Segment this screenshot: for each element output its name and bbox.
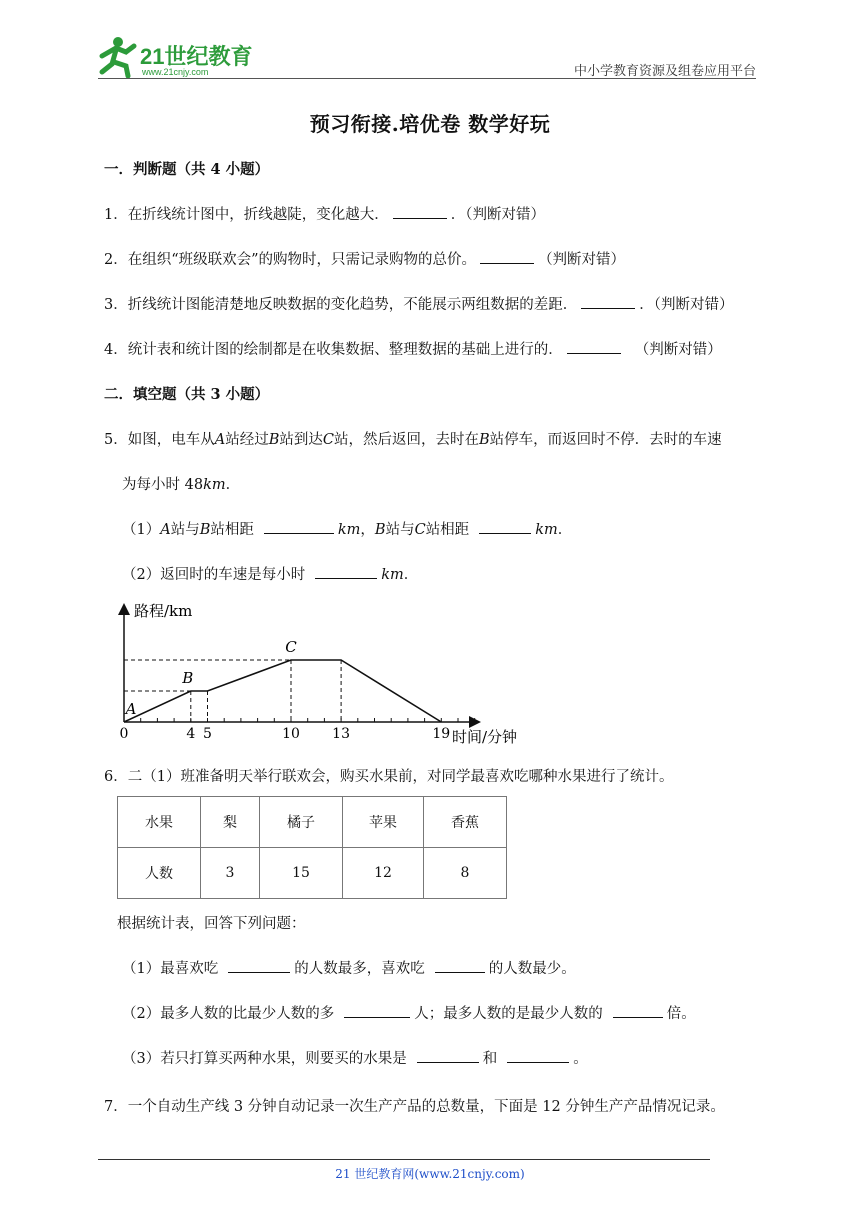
answer-blank[interactable] xyxy=(435,958,485,973)
table-cell: 橘子 xyxy=(260,797,343,848)
answer-blank[interactable] xyxy=(479,519,531,534)
answer-blank[interactable] xyxy=(507,1048,569,1063)
question-2-text: 2．在组织“班级联欢会”的购物时，只需记录购物的总价。 xyxy=(104,252,477,268)
table-cell: 3 xyxy=(201,848,260,899)
question-7: 7．一个自动生产线 3 分钟自动记录一次生产产品的总数量，下面是 12 分钟生产产品情况记录。 xyxy=(104,1099,725,1115)
footer-text: 21 世纪教育网(www.21cnjy.com) xyxy=(335,1167,525,1181)
x-tick-label: 10 xyxy=(282,726,300,742)
answer-blank[interactable] xyxy=(613,1003,663,1018)
question-3: 3．折线统计图能清楚地反映数据的变化趋势，不能展示两组数据的差距． ．（判断对错） xyxy=(104,293,733,314)
question-5-sub1: （1）A站与B站相距 km，B站与C站相距 km． xyxy=(122,518,572,539)
section-heading-judge: 一．判断题（共 4 小题） xyxy=(104,161,270,178)
x-tick-label: 5 xyxy=(203,726,212,742)
answer-blank[interactable] xyxy=(264,519,334,534)
answer-blank[interactable] xyxy=(393,204,447,219)
question-3-text: 3．折线统计图能清楚地反映数据的变化趋势，不能展示两组数据的差距． xyxy=(104,297,578,313)
table-cell: 8 xyxy=(424,848,507,899)
question-1: 1．在折线统计图中，折线越陡，变化越大． ．（判断对错） xyxy=(104,203,545,224)
svg-text:www.21cnjy.com: www.21cnjy.com xyxy=(142,67,209,77)
point-label-layer xyxy=(124,638,298,718)
question-5: 5．如图，电车从A站经过B站到达C站，然后返回，去时在B站停车，而返回时不停．去时的车速 xyxy=(104,432,722,448)
point-label: A xyxy=(125,700,137,718)
distance-time-graph xyxy=(108,596,548,748)
platform-label: 中小学教育资源及组卷应用平台 xyxy=(573,64,756,79)
question-4: 4．统计表和统计图的绘制都是在收集数据、整理数据的基础上进行的． （判断对错） xyxy=(104,338,722,359)
x-tick-label: 13 xyxy=(332,726,351,742)
page-title: 预习衔接.培优卷 数学好玩 xyxy=(309,112,551,136)
answer-blank[interactable] xyxy=(228,958,290,973)
x-tick-label: 19 xyxy=(432,726,451,742)
footer-divider xyxy=(98,1159,710,1160)
series-line xyxy=(124,660,441,722)
table-cell: 15 xyxy=(260,848,343,899)
guide-layer xyxy=(124,660,341,722)
x-tick-label: 4 xyxy=(186,726,196,742)
y-axis-label: 路程/km xyxy=(134,602,193,620)
question-6-sub3: （3）若只打算买两种水果，则要买的水果是 和 。 xyxy=(122,1047,588,1068)
table-cell: 12 xyxy=(343,848,424,899)
question-2: 2．在组织“班级联欢会”的购物时，只需记录购物的总价。 （判断对错） xyxy=(104,248,625,269)
question-5-sub2: （2）返回时的车速是每小时 km． xyxy=(122,563,418,584)
question-6-intro: 根据统计表，回答下列问题： xyxy=(117,916,306,932)
question-6-sub2: （2）最多人数的比最少人数的多 人；最多人数的是最少人数的 倍。 xyxy=(122,1002,696,1023)
section-heading-fill: 二．填空题（共 3 小题） xyxy=(104,386,270,403)
point-label: C xyxy=(285,638,297,656)
table-cell: 梨 xyxy=(201,797,260,848)
x-axis-label: 时间/分钟 xyxy=(452,728,518,746)
fruit-table xyxy=(117,796,507,899)
svg-text:21世纪教育: 21世纪教育 xyxy=(140,44,253,69)
answer-blank[interactable] xyxy=(480,249,534,264)
answer-blank[interactable] xyxy=(315,564,377,579)
answer-blank[interactable] xyxy=(567,339,621,354)
table-cell: 香蕉 xyxy=(424,797,507,848)
table-row xyxy=(118,797,507,848)
question-6: 6．二（1）班准备明天举行联欢会，购买水果前，对同学最喜欢吃哪种水果进行了统计。 xyxy=(104,769,674,785)
question-4-text: 4．统计表和统计图的绘制都是在收集数据、整理数据的基础上进行的． xyxy=(104,342,563,358)
answer-blank[interactable] xyxy=(344,1003,410,1018)
question-1-text: 1．在折线统计图中，折线越陡，变化越大． xyxy=(104,207,389,223)
runner-icon xyxy=(96,34,256,78)
answer-blank[interactable] xyxy=(417,1048,479,1063)
point-label: B xyxy=(182,669,194,687)
header-divider xyxy=(98,78,756,79)
x-tick-label: 0 xyxy=(119,726,129,742)
answer-blank[interactable] xyxy=(581,294,635,309)
question-6-sub1: （1）最喜欢吃 的人数最多，喜欢吃 的人数最少。 xyxy=(122,957,576,978)
question-5-line2: 为每小时 48km． xyxy=(122,477,241,493)
table-cell: 苹果 xyxy=(343,797,424,848)
site-logo xyxy=(96,34,256,78)
table-row xyxy=(118,848,507,899)
table-cell: 水果 xyxy=(118,797,201,848)
table-cell: 人数 xyxy=(118,848,201,899)
